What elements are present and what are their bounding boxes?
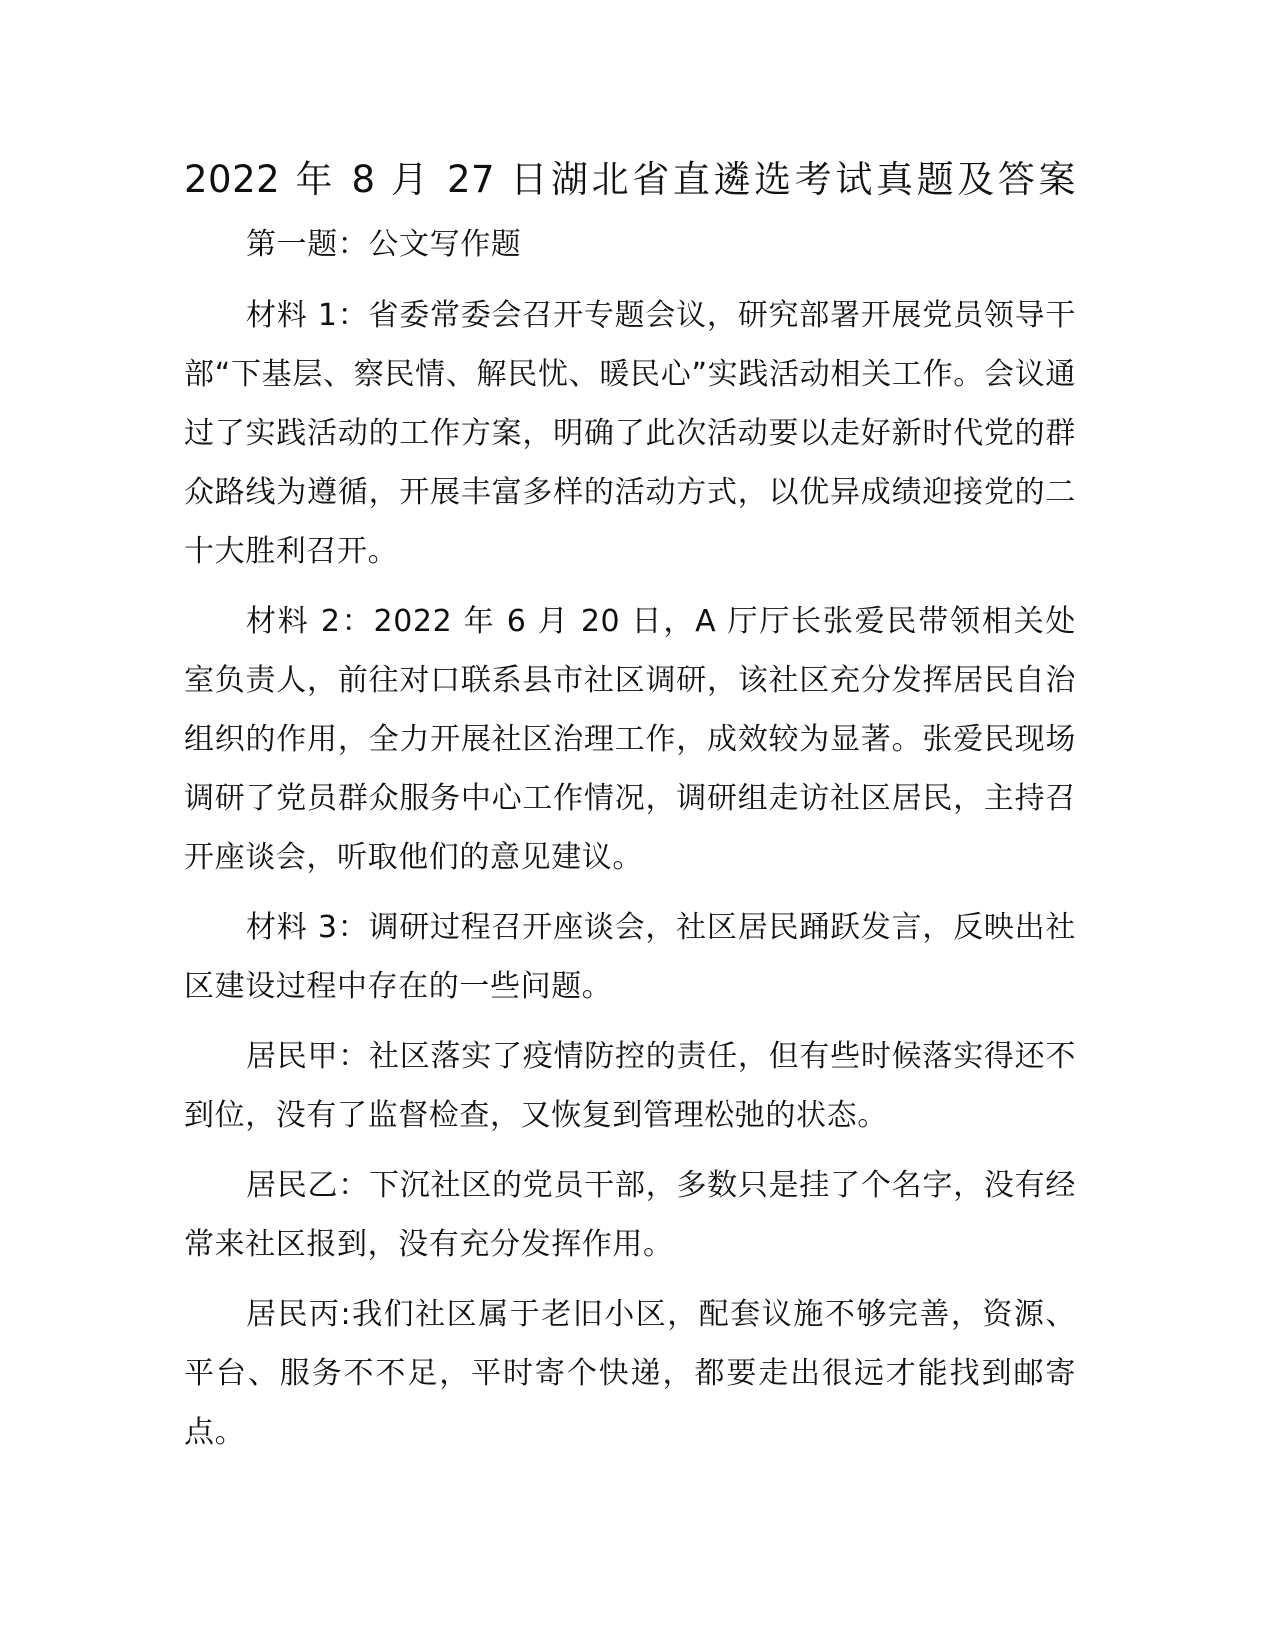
paragraph-material-1: 材料 1：省委常委会召开专题会议，研究部署开展党员领导干部“下基层、察民情、解民忧、暖民心”实践活动相关工作。会议通过了实践活动的工作方案，明确了此次活动要以走好新时代党的群众路线为遵循，开展丰富多样的活动方式，以优异成绩迎接党的二十大胜利召开。 (184, 298, 1076, 569)
document-title: 2022 年 8 月 27 日湖北省直遴选考试真题及答案 (184, 158, 1076, 201)
paragraph-material-2: 材料 2：2022 年 6 月 20 日，A 厅厅长张爱民带领相关处室负责人，前往对口联系县市社区调研，该社区充分发挥居民自治组织的作用，全力开展社区治理工作，成效较为显著。张爱民现场调研了党员群众服务中心工作情况，调研组走访社区居民，主持召开座谈会，听取他们的意见建议。 (184, 604, 1076, 875)
paragraph-resident-c: 居民丙:我们社区属于老旧小区，配套议施不够完善，资源、平台、服务不不足，平时寄个快递，都要走出很远才能找到邮寄点。 (184, 1297, 1076, 1450)
paragraph-resident-a: 居民甲：社区落实了疫情防控的责任，但有些时候落实得还不到位，没有了监督检查，又恢复到管理松弛的状态。 (184, 1039, 1076, 1133)
section-heading: 第一题：公文写作题 (246, 227, 522, 262)
document-body (184, 148, 1076, 1462)
paragraph-resident-b: 居民乙：下沉社区的党员干部，多数只是挂了个名字，没有经常来社区报到，没有充分发挥作用。 (184, 1168, 1076, 1262)
paragraph-material-3: 材料 3：调研过程召开座谈会，社区居民踊跃发言，反映出社区建设过程中存在的一些问题。 (184, 910, 1076, 1004)
